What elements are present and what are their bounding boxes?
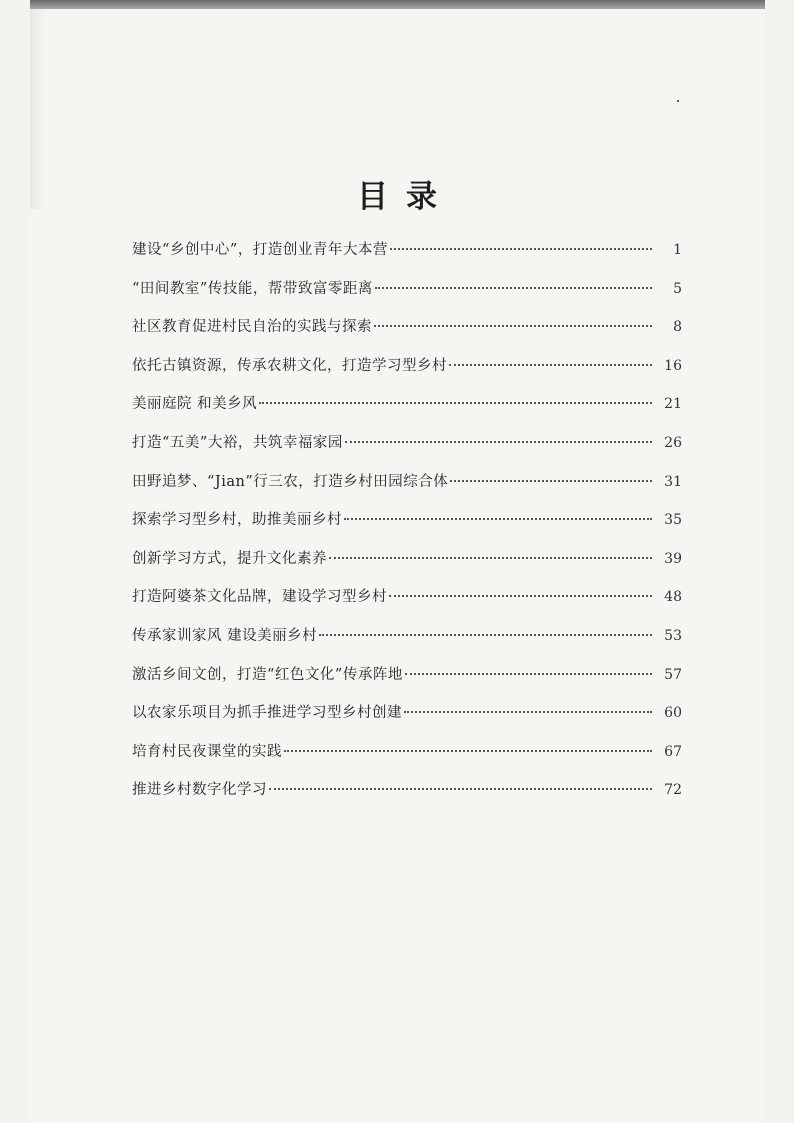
toc-entry[interactable] (132, 663, 682, 702)
toc-entry[interactable] (132, 431, 682, 470)
toc-dot-leader (319, 634, 652, 636)
toc-entry[interactable] (132, 778, 682, 817)
toc-entry[interactable] (132, 470, 682, 509)
toc-entry-page-number: 1 (673, 242, 682, 258)
toc-entry-page-number: 60 (664, 705, 682, 722)
toc-entry[interactable] (132, 740, 682, 779)
toc-entry-page-number: 67 (664, 743, 682, 760)
toc-entry-page-number: 26 (664, 434, 682, 451)
toc-entry-page-number: 57 (664, 666, 682, 683)
toc-entry-page-number: 72 (664, 782, 682, 799)
toc-entry-page-number: 53 (664, 627, 682, 644)
toc-entry-title: 田野追梦、“Jian”行三农，打造乡村田园综合体 (132, 473, 449, 490)
toc-dot-leader (329, 557, 652, 559)
toc-dot-leader (344, 518, 652, 520)
toc-entry-title: 推进乡村数字化学习 (132, 782, 267, 799)
toc-entry-page-number: 5 (673, 280, 682, 297)
toc-entry-title: 激活乡间文创，打造“红色文化”传承阵地 (132, 666, 403, 683)
toc-dot-leader (374, 325, 652, 327)
toc-entry-page-number: 35 (664, 512, 682, 529)
toc-entry[interactable] (132, 238, 682, 277)
toc-dot-leader (284, 750, 652, 752)
toc-dot-leader (449, 364, 652, 366)
toc-entry-title: 以农家乐项目为抓手推进学习型乡村创建 (132, 705, 402, 722)
scan-top-edge (30, 0, 765, 9)
toc-dot-leader (259, 402, 652, 404)
toc-entry[interactable] (132, 585, 682, 624)
toc-entry[interactable] (132, 354, 682, 393)
toc-entry-title: 美丽庭院 和美乡风 (132, 396, 258, 413)
toc-entry[interactable] (132, 508, 682, 547)
toc-entry-title: 打造阿婆茶文化品牌，建设学习型乡村 (132, 589, 387, 606)
toc-entry-title: 培育村民夜课堂的实践 (132, 743, 282, 760)
toc-entry[interactable] (132, 277, 682, 316)
scan-speck (677, 100, 679, 102)
toc-dot-leader (389, 595, 652, 597)
toc-entry-page-number: 31 (664, 473, 682, 490)
toc-dot-leader (404, 711, 652, 713)
toc-entry-page-number: 39 (664, 550, 682, 567)
toc-entry-page-number: 21 (664, 396, 682, 413)
toc-entry-title: 创新学习方式，提升文化素养 (132, 550, 327, 567)
toc-dot-leader (405, 673, 652, 675)
toc-entry-title: 社区教育促进村民自治的实践与探索 (132, 319, 372, 336)
toc-entry-page-number: 16 (664, 357, 682, 374)
toc-entry-page-number: 48 (664, 589, 682, 606)
toc-entry-page-number: 8 (673, 319, 682, 336)
toc-entry-title: 打造“五美”大裕，共筑幸福家园 (132, 434, 343, 451)
toc-dot-leader (345, 441, 652, 443)
toc-dot-leader (269, 788, 652, 790)
toc-entry[interactable] (132, 547, 682, 586)
toc-dot-leader (390, 248, 652, 250)
toc-entry-title: 传承家训家风 建设美丽乡村 (132, 627, 318, 644)
toc-dot-leader (375, 287, 652, 289)
toc-entry[interactable] (132, 624, 682, 663)
page-title: 目录 (357, 178, 455, 215)
toc-entry-title: 建设“乡创中心”，打造创业青年大本营 (132, 242, 388, 258)
toc-entry[interactable] (132, 701, 682, 740)
toc-entry-title: 依托古镇资源，传承农耕文化，打造学习型乡村 (132, 357, 447, 374)
table-of-contents (132, 238, 682, 817)
toc-entry-title: 探索学习型乡村，助推美丽乡村 (132, 512, 342, 529)
toc-dot-leader (450, 480, 652, 482)
toc-entry[interactable] (132, 392, 682, 431)
toc-entry[interactable] (132, 315, 682, 354)
toc-entry-title: “田间教室”传技能，帮带致富零距离 (132, 280, 373, 297)
